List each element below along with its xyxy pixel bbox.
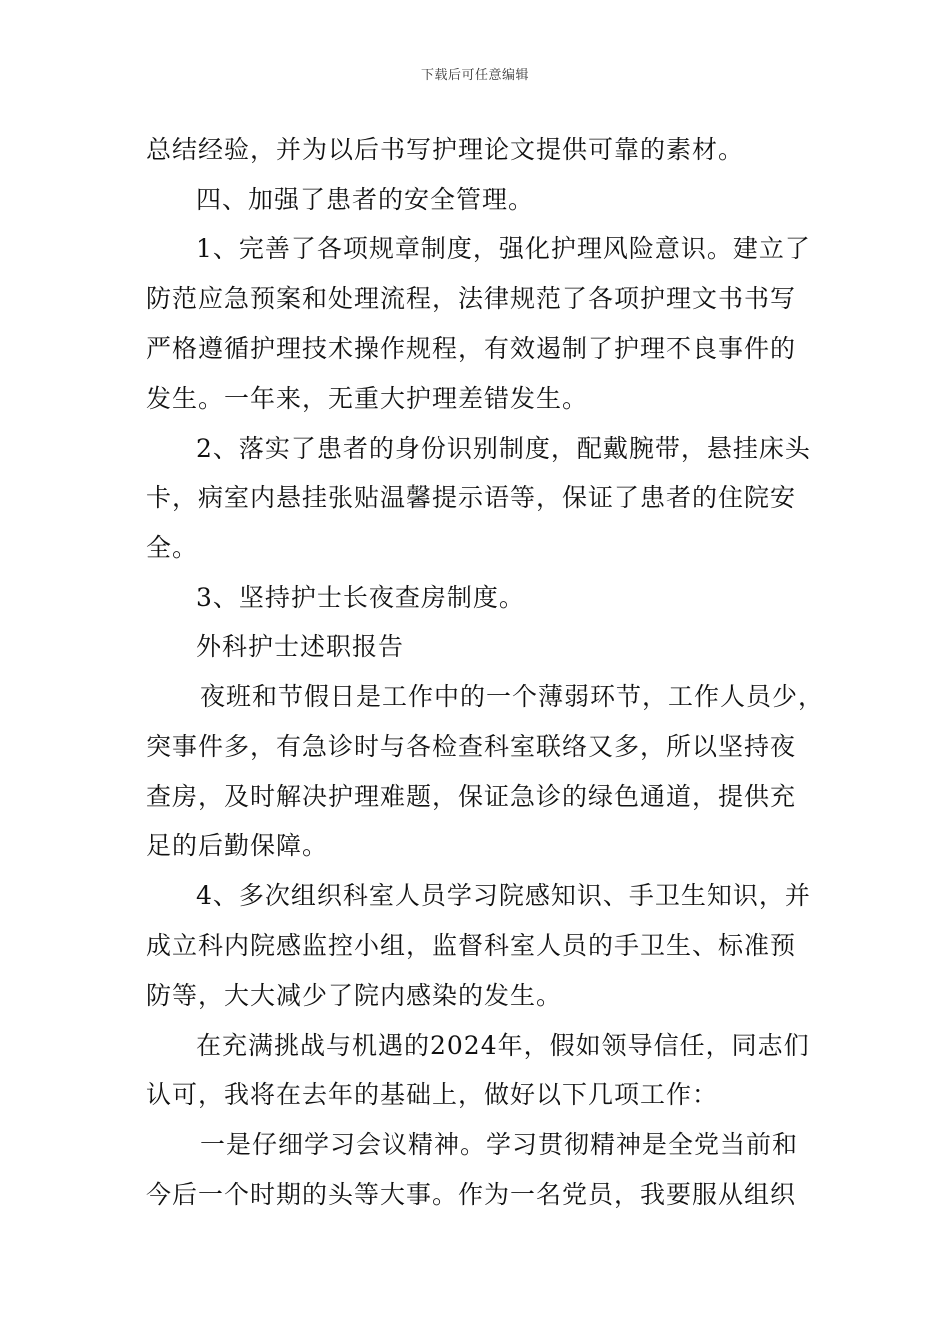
text-line: 2、落实了患者的身份识别制度，配戴腕带，悬挂床头 — [196, 434, 811, 463]
text-line: 防等，大大减少了院内感染的发生。 — [146, 981, 563, 1010]
text-line: 查房，及时解决护理难题，保证急诊的绿色通道，提供充 — [146, 782, 797, 811]
text-line: 突事件多，有急诊时与各检查科室联络又多，所以坚持夜 — [146, 732, 797, 761]
text-line: 足的后勤保障。 — [146, 831, 329, 860]
text-line: 今后一个时期的头等大事。作为一名党员，我要服从组织 — [146, 1180, 797, 1209]
text-line: 卡，病室内悬挂张贴温馨提示语等，保证了患者的住院安 — [146, 483, 797, 512]
text-line: 夜班和节假日是工作中的一个薄弱环节，工作人员少， — [200, 682, 825, 711]
text-line: 认可，我将在去年的基础上，做好以下几项工作： — [146, 1080, 719, 1109]
text-line: 总结经验，并为以后书写护理论文提供可靠的素材。 — [146, 135, 745, 164]
text-line: 全。 — [146, 533, 199, 562]
text-line: 外科护士述职报告 — [196, 632, 405, 661]
text-line: 发生。一年来，无重大护理差错发生。 — [146, 384, 589, 413]
text-line: 在充满挑战与机遇的2024年，假如领导信任，同志们 — [196, 1031, 810, 1060]
section-heading: 四、加强了患者的安全管理。 — [196, 185, 535, 214]
text-line: 1、完善了各项规章制度，强化护理风险意识。建立了 — [196, 234, 811, 263]
page-header: 下载后可任意编辑 — [420, 68, 529, 83]
text-line: 严格遵循护理技术操作规程，有效遏制了护理不良事件的 — [146, 334, 797, 363]
text-line: 防范应急预案和处理流程，法律规范了各项护理文书书写 — [146, 284, 797, 313]
text-line: 一是仔细学习会议精神。学习贯彻精神是全党当前和 — [200, 1130, 799, 1159]
text-line: 成立科内院感监控小组，监督科室人员的手卫生、标准预 — [146, 931, 797, 960]
text-line: 3、坚持护士长夜查房制度。 — [196, 583, 525, 612]
text-line: 4、多次组织科室人员学习院感知识、手卫生知识，并 — [196, 881, 811, 910]
